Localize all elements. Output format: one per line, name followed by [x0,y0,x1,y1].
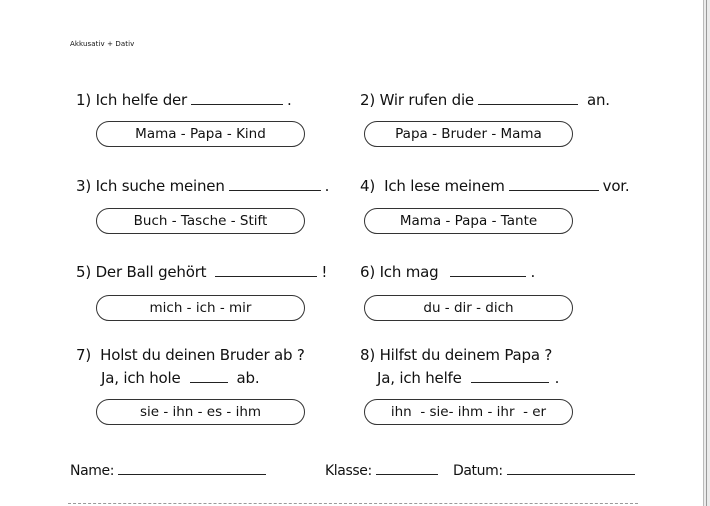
exercise-7-question-text: 7) Holst du deinen Bruder ab ? [76,346,305,364]
exercise-8-options: ihn - sie- ihm - ihr - er [364,399,573,425]
klasse-field [325,460,438,479]
exercise-1-text: 1) Ich helfe der [76,91,188,109]
exercise-4-text: 4) Ich lese meinem [360,177,505,195]
exercise-7-answer [101,367,259,389]
exercise-5-text: 5) Der Ball gehört [76,263,207,281]
exercise-2-end: an. [586,91,610,109]
exercise-8-blank[interactable] [471,368,549,383]
klasse-line[interactable] [376,460,438,475]
exercise-1-blank[interactable] [191,90,283,105]
exercise-6-sentence [360,261,535,283]
exercise-7-options: sie - ihn - es - ihm [96,399,305,425]
exercise-8-answer-text: Ja, ich helfe [377,369,462,387]
exercise-3-options: Buch - Tasche - Stift [96,208,305,234]
exercise-8-end: . [554,369,560,387]
name-line[interactable] [118,460,266,475]
datum-line[interactable] [507,460,635,475]
exercise-6-end: . [530,263,536,281]
exercise-5-sentence [76,261,327,283]
page-bottom-divider [68,503,638,504]
exercise-7-question [76,344,305,366]
name-field [70,460,266,479]
exercise-3-text: 3) Ich suche meinen [76,177,225,195]
exercise-6-text: 6) Ich mag [360,263,439,281]
exercise-2-blank[interactable] [478,90,578,105]
exercise-1-sentence [76,89,292,111]
exercise-4-sentence [360,175,629,197]
exercise-2-sentence [360,89,610,111]
worksheet-topic: Akkusativ + Dativ [70,40,135,48]
exercise-1-end: . [287,91,292,109]
exercise-8-question-text: 8) Hilfst du deinem Papa ? [360,346,553,364]
exercise-8-answer [377,367,559,389]
page-edge-line [706,0,707,506]
exercise-3-end: . [324,177,330,195]
exercise-7-blank[interactable] [190,368,228,383]
exercise-8-question [360,344,552,366]
exercise-4-blank[interactable] [509,176,599,191]
exercise-7-end: ab. [236,369,260,387]
klasse-label: Klasse: [325,463,372,479]
exercise-1-options: Mama - Papa - Kind [96,121,305,147]
exercise-7-answer-text: Ja, ich hole [101,369,181,387]
exercise-5-end: ! [321,263,328,281]
exercise-6-options: du - dir - dich [364,295,573,321]
exercise-5-options: mich - ich - mir [96,295,305,321]
exercise-3-blank[interactable] [229,176,321,191]
datum-label: Datum: [453,463,503,479]
exercise-4-options: Mama - Papa - Tante [364,208,573,234]
datum-field [453,460,635,479]
exercise-2-text: 2) Wir rufen die [360,91,474,109]
exercise-4-end: vor. [602,177,630,195]
exercise-3-sentence [76,175,329,197]
exercise-2-options: Papa - Bruder - Mama [364,121,573,147]
exercise-6-blank[interactable] [450,262,526,277]
name-label: Name: [70,463,115,479]
exercise-5-blank[interactable] [215,262,317,277]
